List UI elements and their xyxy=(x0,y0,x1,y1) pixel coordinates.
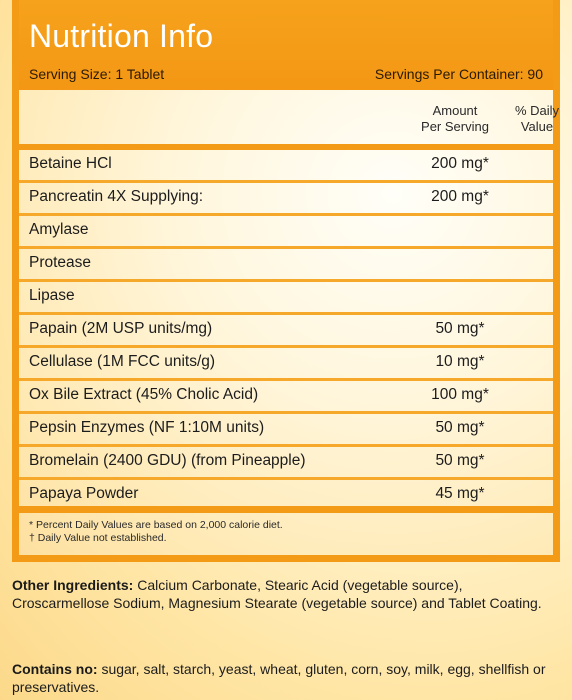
table-row xyxy=(19,249,553,282)
serving-size: Serving Size: 1 Tablet xyxy=(29,66,165,82)
nutrient-amount: 50 mg* xyxy=(435,452,485,469)
nutrient-amount: 10 mg* xyxy=(435,353,485,370)
nutrient-name: Ox Bile Extract (45% Cholic Acid) xyxy=(29,386,259,403)
nutrient-name: Pepsin Enzymes (NF 1:10M units) xyxy=(29,419,265,436)
nutrient-name: Betaine HCl xyxy=(29,155,112,172)
nutrient-amount: 100 mg* xyxy=(431,386,489,403)
other-ingredients-label: Other Ingredients: xyxy=(12,577,138,593)
table-row xyxy=(19,381,553,414)
other-ingredients-text: Calcium Carbonate, Stearic Acid (vegetable source), Croscarmellose Sodium, Magnesium Stearate (vegetable source) and Tablet Coating. xyxy=(12,577,542,611)
table-row xyxy=(19,447,553,480)
nutrient-name: Pancreatin 4X Supplying: xyxy=(29,188,204,205)
footnote-not-established: † Daily Value not established. xyxy=(29,532,167,544)
other-ingredients xyxy=(12,576,560,612)
nutrient-name: Protease xyxy=(29,254,92,271)
nutrient-name: Cellulase (1M FCC units/g) xyxy=(29,353,216,370)
table-row xyxy=(19,216,553,249)
nutrient-amount: 50 mg* xyxy=(435,419,485,436)
nutrient-name: Papaya Powder xyxy=(29,485,139,502)
footnotes xyxy=(29,519,283,545)
nutrient-amount: 200 mg* xyxy=(431,188,489,205)
footnote-daily-values: * Percent Daily Values are based on 2,000 calorie diet. xyxy=(29,519,283,531)
nutrient-amount: 45 mg* xyxy=(435,485,485,502)
table-row xyxy=(19,282,553,315)
amount-column-header xyxy=(411,103,499,135)
nutrient-amount: 200 mg* xyxy=(431,155,489,172)
nutrition-panel xyxy=(12,0,560,562)
contains-no xyxy=(12,660,560,696)
table-row xyxy=(19,315,553,348)
nutrient-name: Papain (2M USP units/mg) xyxy=(29,320,213,337)
nutrient-name: Lipase xyxy=(29,287,75,304)
table-row xyxy=(19,414,553,447)
daily-value-column-header xyxy=(509,103,565,135)
dv-header-line1: % Daily xyxy=(514,103,560,118)
panel-title: Nutrition Info xyxy=(29,18,214,54)
table-row xyxy=(19,150,553,183)
servings-per-container: Servings Per Container: 90 xyxy=(374,66,543,82)
nutrient-name: Amylase xyxy=(29,221,89,238)
nutrient-amount: 50 mg* xyxy=(435,320,485,337)
footer-divider xyxy=(19,506,553,513)
table-row xyxy=(19,183,553,216)
nutrient-table xyxy=(19,150,553,510)
dv-header-line2: Value xyxy=(520,119,554,134)
table-row xyxy=(19,348,553,381)
amount-header-line2: Per Serving xyxy=(421,119,489,134)
contains-no-text: sugar, salt, starch, yeast, wheat, gluten, corn, soy, milk, egg, shellfish or preservatives. xyxy=(12,661,546,695)
panel-header xyxy=(19,0,553,90)
amount-header-line1: Amount xyxy=(432,103,478,118)
nutrient-name: Bromelain (2400 GDU) (from Pineapple) xyxy=(29,452,306,469)
contains-no-label: Contains no: xyxy=(12,661,102,677)
